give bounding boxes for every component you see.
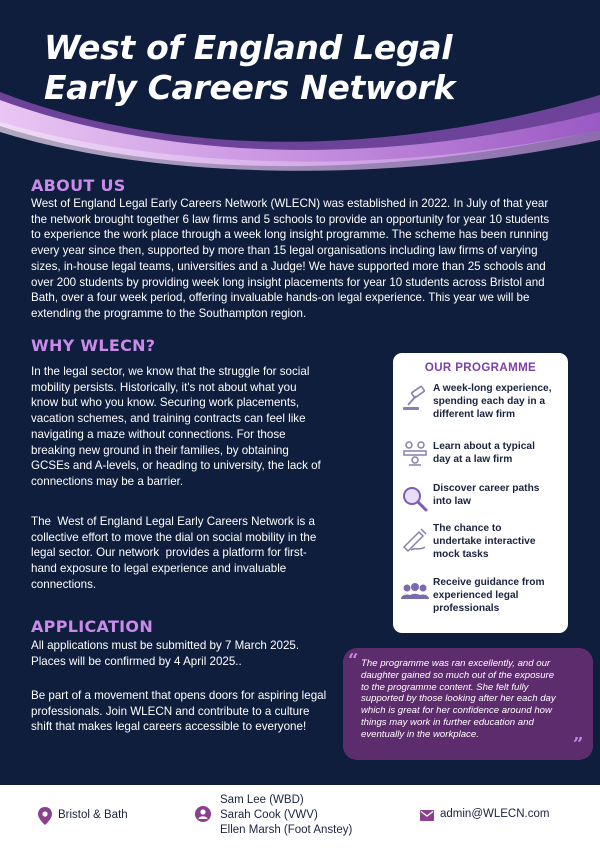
- title-line-2: Early Careers Network: [44, 68, 456, 107]
- programme-item-text: [433, 441, 565, 467]
- testimonial-line: supported by those looking after her each day: [361, 693, 556, 705]
- programme-item: [399, 577, 564, 627]
- about-line: extending the programme to the Southampton region.: [31, 306, 307, 320]
- application-paragraph-1: [31, 638, 341, 669]
- programme-item: [399, 523, 564, 573]
- why-line: legal sector. Our network provides a platform for first-: [31, 546, 307, 560]
- about-line: sizes, in-house legal teams, universities and a Judge! We have supported more than 25 schools and: [31, 259, 546, 273]
- testimonial-line: daughter gained so much out of the exposure: [361, 669, 555, 681]
- application-paragraph-2: [31, 688, 341, 735]
- signing-icon: [399, 523, 431, 555]
- application-heading: APPLICATION: [31, 617, 154, 636]
- programme-item-text: [433, 577, 565, 615]
- why-line: breaking new ground in their families, by obtaining: [31, 443, 289, 457]
- why-line: mobility persists. Historically, it's not about what you: [31, 380, 297, 394]
- why-line: connections.: [31, 577, 97, 591]
- why-line: navigating a maze without connections. For those: [31, 427, 286, 441]
- testimonial-line: which is great for her confidence around how: [361, 705, 552, 717]
- programme-item-line: into law: [433, 495, 471, 507]
- programme-item-line: undertake interactive: [433, 535, 536, 547]
- programme-item-line: different law firm: [433, 408, 516, 420]
- open-quote-icon: “: [348, 650, 359, 671]
- about-line: Bath, over a four week period, offering invaluable hands-on legal experience. This year we will be: [31, 291, 530, 305]
- envelope-icon: [420, 810, 434, 821]
- about-paragraph: [31, 196, 576, 322]
- footer-contacts: [220, 793, 352, 838]
- programme-item: [399, 383, 564, 433]
- footer-contact-name: Ellen Marsh (Foot Anstey): [220, 824, 353, 836]
- about-line: the network brought together 6 law firms and 5 schools to provide an opportunity for year 10 students: [31, 212, 550, 226]
- programme-item-text: [433, 483, 565, 509]
- testimonial-line: The programme was ran excellently, and our: [361, 658, 551, 669]
- footer: [0, 785, 600, 848]
- footer-contact-name: Sarah Cook (VWV): [220, 809, 318, 821]
- title-line-1: West of England Legal: [44, 28, 453, 67]
- programme-card: [393, 353, 568, 633]
- header-banner: [0, 0, 600, 178]
- testimonial-quote: [343, 648, 593, 760]
- testimonial-line: eventually in the workplace.: [361, 728, 479, 740]
- close-quote-icon: ”: [573, 734, 584, 755]
- about-line: to experience the work place through a week long insight programme. The scheme has been running: [31, 228, 549, 242]
- why-line: GCSEs and A-levels, or heading to university, the lack of: [31, 459, 321, 473]
- person-icon: [195, 806, 211, 822]
- group-icon: [399, 577, 431, 609]
- application-line: All applications must be submitted by 7 March 2025.: [31, 639, 300, 652]
- about-line: West of England Legal Early Careers Network (WLECN) was established in 2022. In July of that year: [31, 197, 549, 210]
- location-pin-icon: [38, 807, 52, 825]
- gavel-icon: [399, 383, 431, 415]
- programme-item-line: day at a law firm: [433, 453, 513, 465]
- magnifier-icon: [399, 483, 431, 515]
- why-line: In the legal sector, we know that the struggle for social: [31, 365, 310, 378]
- programme-item-line: mock tasks: [433, 548, 489, 560]
- testimonial-line: things may work in further education and: [361, 716, 534, 728]
- programme-item-line: A week-long experience,: [433, 383, 552, 394]
- why-line: connections may be a barrier.: [31, 474, 184, 488]
- meeting-icon: [399, 437, 431, 469]
- programme-item-text: [433, 383, 565, 421]
- about-line: every year since then, supported by more than 15 legal organisations including law firms of varying: [31, 244, 538, 258]
- footer-location: Bristol & Bath: [58, 809, 128, 821]
- programme-item-line: Discover career paths: [433, 483, 540, 494]
- programme-item-line: Learn about a typical: [433, 441, 535, 452]
- footer-contact-name: Sam Lee (WBD): [220, 794, 304, 806]
- programme-title: OUR PROGRAMME: [424, 362, 537, 374]
- programme-item-line: The chance to: [433, 523, 502, 534]
- testimonial-line: to the programme content. She felt fully: [361, 681, 529, 693]
- testimonial-text: [361, 658, 587, 741]
- application-line: Be part of a movement that opens doors for aspiring legal: [31, 689, 327, 702]
- application-line: professionals. Join WLECN and contribute to a culture: [31, 704, 310, 718]
- programme-item-line: experienced legal: [433, 589, 519, 601]
- footer-email-link[interactable]: admin@WLECN.com: [440, 808, 550, 820]
- about-line: over 200 students by providing week long insight placements for year 10 students across Bristol and: [31, 275, 545, 289]
- application-line: Places will be confirmed by 4 April 2025..: [31, 654, 242, 668]
- why-heading: WHY WLECN?: [31, 336, 156, 355]
- programme-item-line: professionals: [433, 602, 500, 614]
- why-paragraph-1: [31, 364, 376, 490]
- why-paragraph-2: [31, 514, 376, 593]
- why-line: know but who you know. Securing work placements,: [31, 396, 300, 410]
- why-line: collective effort to move the dial on social mobility in the: [31, 530, 317, 544]
- programme-item: [399, 437, 564, 487]
- why-line: hand exposure to legal experience and invaluable: [31, 562, 287, 576]
- programme-item-line: Receive guidance from: [433, 577, 545, 588]
- why-line: The West of England Legal Early Careers Network is a: [31, 515, 315, 528]
- application-line: shift that makes legal careers accessible to everyone!: [31, 720, 307, 734]
- programme-item-text: [433, 523, 565, 561]
- about-heading: ABOUT US: [31, 176, 126, 195]
- why-line: vacation schemes, and training contracts can feel like: [31, 412, 306, 426]
- page-title: [44, 28, 455, 108]
- programme-item-line: spending each day in a: [433, 395, 546, 407]
